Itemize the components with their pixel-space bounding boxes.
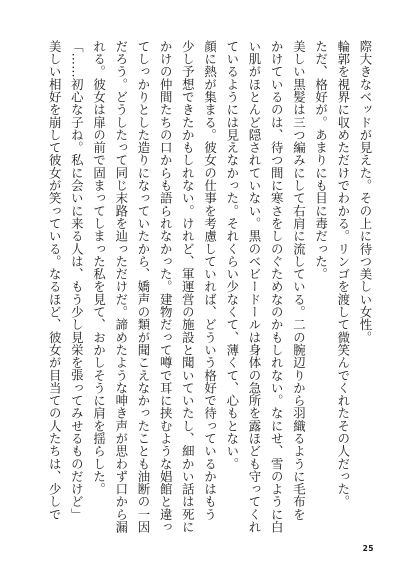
text-line: 顔に熱が集まる。彼女の仕事を考慮していれば、どういう格好で待っているかはもう xyxy=(202,40,218,521)
text-line: てしっかりとした造りになっていたから、嬌声の類が聞こえなかったことも油断の一因 xyxy=(135,40,151,534)
page-number: 25 xyxy=(362,544,374,553)
body-text xyxy=(36,40,376,535)
text-line: かけの仲間たちの口からも語られなかった。建物だって噂で耳に挟むような娼館と違っ xyxy=(158,40,174,534)
text-line: 輪郭を視界に収めただけでわかる。リンゴを渡して微笑んでくれたその人だった。 xyxy=(335,40,351,508)
text-line: い肌がほとんど隠されていない。黒のベビードールは身体の急所を露ほども守ってくれ xyxy=(246,40,262,534)
text-line: れる。彼女は扉の前で固まってしまった私を見て、おかしそうに肩を揺らした。 xyxy=(91,40,107,496)
text-line: 美しい相好を崩して彼女が笑っている。なるほど、彼女が目当ての人たちは、少しで xyxy=(47,40,63,521)
text-line: ただ、格好が。あまりにも目に毒だった。 xyxy=(313,40,329,281)
text-line: 際大きなベッドが見えた。その上に待つ美しい女性。 xyxy=(358,40,373,344)
text-line: かけているのは、待つ間に寒さをしのぐためなのかもしれない。なにせ、雪のように白 xyxy=(269,40,285,534)
text-line: 美しい黒髪は三つ編みにして右肩に流している。二の腕辺りから羽織るように毛布を xyxy=(291,40,307,521)
text-line: 少し予想できたかもしれない。けれど、軍運営の施設と聞いていたし、細かい話は死に xyxy=(180,40,196,534)
text-line: だろう。どうしたって同じ末路を辿っただけだ。諦めたような呻き声が思わず口から漏 xyxy=(113,40,129,534)
text-line: ているようには見えなかった。それくらい少なくて、薄くて、心もとない。 xyxy=(224,40,240,471)
text-line: 「……初心な子ね。私に会いに来る人は、もう少し見栄を張ってみせるものだけど」 xyxy=(69,40,85,521)
